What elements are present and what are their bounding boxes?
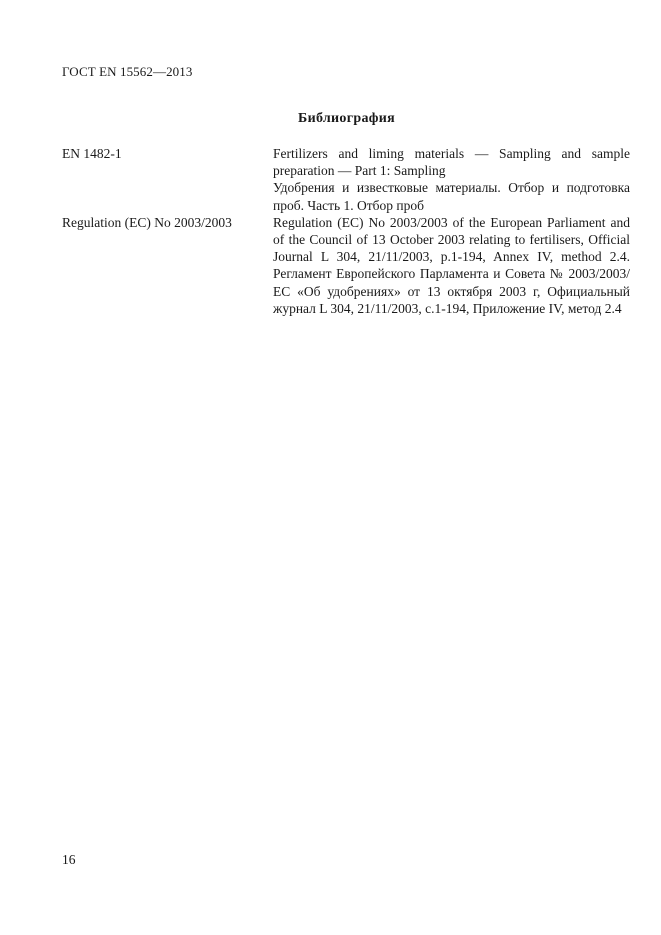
document-code-header: ГОСТ EN 15562—2013 xyxy=(62,64,193,79)
section-title: Библиография xyxy=(298,111,395,126)
bibliography-entry xyxy=(62,145,630,214)
page-number: 16 xyxy=(62,852,76,867)
bibliography-description xyxy=(273,145,630,214)
description-text: Regulation (EC) No 2003/2003 of the European Parliament and of the Council of 13 October 2003 relating to fertilisers, Official Journal L 304, 21/11/2003, p.1-194, Annex IV, method 2.4. Регламент Европейского Парламента и Совета № 2003/2003/ЕС «Об удобрениях» от 13 октября 2003 г, Официальный журнал L 304, 21/11/2003, с.1-194, Приложение IV, метод 2.4 xyxy=(273,214,630,316)
bibliography-reference: EN 1482-1 xyxy=(62,146,122,161)
bibliography-description xyxy=(273,214,630,317)
bibliography-list xyxy=(62,145,630,317)
bibliography-entry xyxy=(62,214,630,317)
bibliography-reference: Regulation (EC) No 2003/2003 xyxy=(62,214,232,230)
description-english: Fertilizers and liming materials — Sampling and sample preparation — Part 1: Sampling xyxy=(273,146,630,179)
description-russian: Удобрения и известковые материалы. Отбор и подготовка проб. Часть 1. Отбор проб xyxy=(273,180,630,213)
